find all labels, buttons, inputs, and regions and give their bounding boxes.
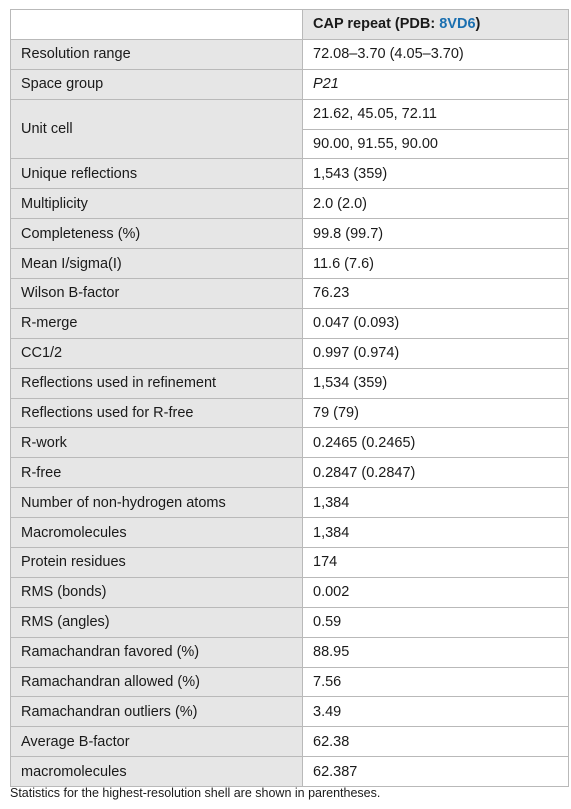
table-footnote: Statistics for the highest-resolution shell are shown in parentheses. — [10, 786, 381, 800]
table-row — [11, 99, 569, 129]
row-label: Number of non-hydrogen atoms — [11, 488, 303, 518]
row-label: Average B-factor — [11, 727, 303, 757]
row-label: Macromolecules — [11, 518, 303, 548]
row-value: 99.8 (99.7) — [303, 219, 569, 249]
row-label: Multiplicity — [11, 189, 303, 219]
table-row — [11, 69, 569, 99]
row-value — [303, 69, 569, 99]
row-label: macromolecules — [11, 757, 303, 787]
table-row — [11, 548, 569, 578]
row-label: Space group — [11, 69, 303, 99]
table-row — [11, 607, 569, 637]
row-value: 3.49 — [303, 697, 569, 727]
row-value: 1,384 — [303, 488, 569, 518]
row-value: 79 (79) — [303, 398, 569, 428]
row-value: 76.23 — [303, 279, 569, 309]
row-label: Reflections used for R-free — [11, 398, 303, 428]
row-value: 88.95 — [303, 637, 569, 667]
crystallography-statistics-table — [10, 9, 569, 787]
row-value: 0.997 (0.974) — [303, 338, 569, 368]
table-header-row — [11, 10, 569, 40]
row-value: 21.62, 45.05, 72.11 — [303, 99, 569, 129]
row-label: CC1/2 — [11, 338, 303, 368]
table-row — [11, 249, 569, 279]
row-label: RMS (angles) — [11, 607, 303, 637]
column-title-prefix: CAP repeat (PDB: — [313, 16, 440, 33]
table-row — [11, 338, 569, 368]
row-value: 0.002 — [303, 577, 569, 607]
table-row — [11, 637, 569, 667]
row-value: 7.56 — [303, 667, 569, 697]
row-label: Completeness (%) — [11, 219, 303, 249]
row-label: R-work — [11, 428, 303, 458]
row-value: 72.08–3.70 (4.05–3.70) — [303, 39, 569, 69]
table-row — [11, 189, 569, 219]
table-row — [11, 39, 569, 69]
table-row — [11, 697, 569, 727]
table-row — [11, 398, 569, 428]
row-value: 1,534 (359) — [303, 368, 569, 398]
row-label: R-merge — [11, 308, 303, 338]
row-label: Ramachandran outliers (%) — [11, 697, 303, 727]
row-label: R-free — [11, 458, 303, 488]
table-row — [11, 279, 569, 309]
table-row — [11, 667, 569, 697]
table-row — [11, 757, 569, 787]
row-label: Unit cell — [11, 99, 303, 159]
row-label: Mean I/sigma(I) — [11, 249, 303, 279]
space-group-text: P21 — [313, 76, 339, 93]
table-row — [11, 458, 569, 488]
row-label: Ramachandran allowed (%) — [11, 667, 303, 697]
table-row — [11, 159, 569, 189]
table-row — [11, 428, 569, 458]
table-row — [11, 577, 569, 607]
row-label: RMS (bonds) — [11, 577, 303, 607]
row-value: 1,543 (359) — [303, 159, 569, 189]
row-value: 62.387 — [303, 757, 569, 787]
row-label: Resolution range — [11, 39, 303, 69]
table-row — [11, 308, 569, 338]
pdb-id-link[interactable]: 8VD6 — [439, 16, 476, 33]
row-label: Ramachandran favored (%) — [11, 637, 303, 667]
table-row — [11, 488, 569, 518]
row-value: 0.2465 (0.2465) — [303, 428, 569, 458]
statistics-table-container — [10, 9, 568, 787]
row-label: Unique reflections — [11, 159, 303, 189]
row-label: Protein residues — [11, 548, 303, 578]
table-row — [11, 219, 569, 249]
row-value: 62.38 — [303, 727, 569, 757]
header-blank-cell — [11, 10, 303, 40]
row-label: Reflections used in refinement — [11, 368, 303, 398]
table-row — [11, 727, 569, 757]
row-value: 0.59 — [303, 607, 569, 637]
column-title — [303, 10, 569, 40]
row-value: 174 — [303, 548, 569, 578]
row-value: 2.0 (2.0) — [303, 189, 569, 219]
row-value: 0.2847 (0.2847) — [303, 458, 569, 488]
row-value: 90.00, 91.55, 90.00 — [303, 129, 569, 159]
table-row — [11, 368, 569, 398]
row-value: 1,384 — [303, 518, 569, 548]
row-value: 0.047 (0.093) — [303, 308, 569, 338]
row-value: 11.6 (7.6) — [303, 249, 569, 279]
row-label: Wilson B-factor — [11, 279, 303, 309]
column-title-suffix: ) — [475, 16, 481, 33]
table-row — [11, 518, 569, 548]
